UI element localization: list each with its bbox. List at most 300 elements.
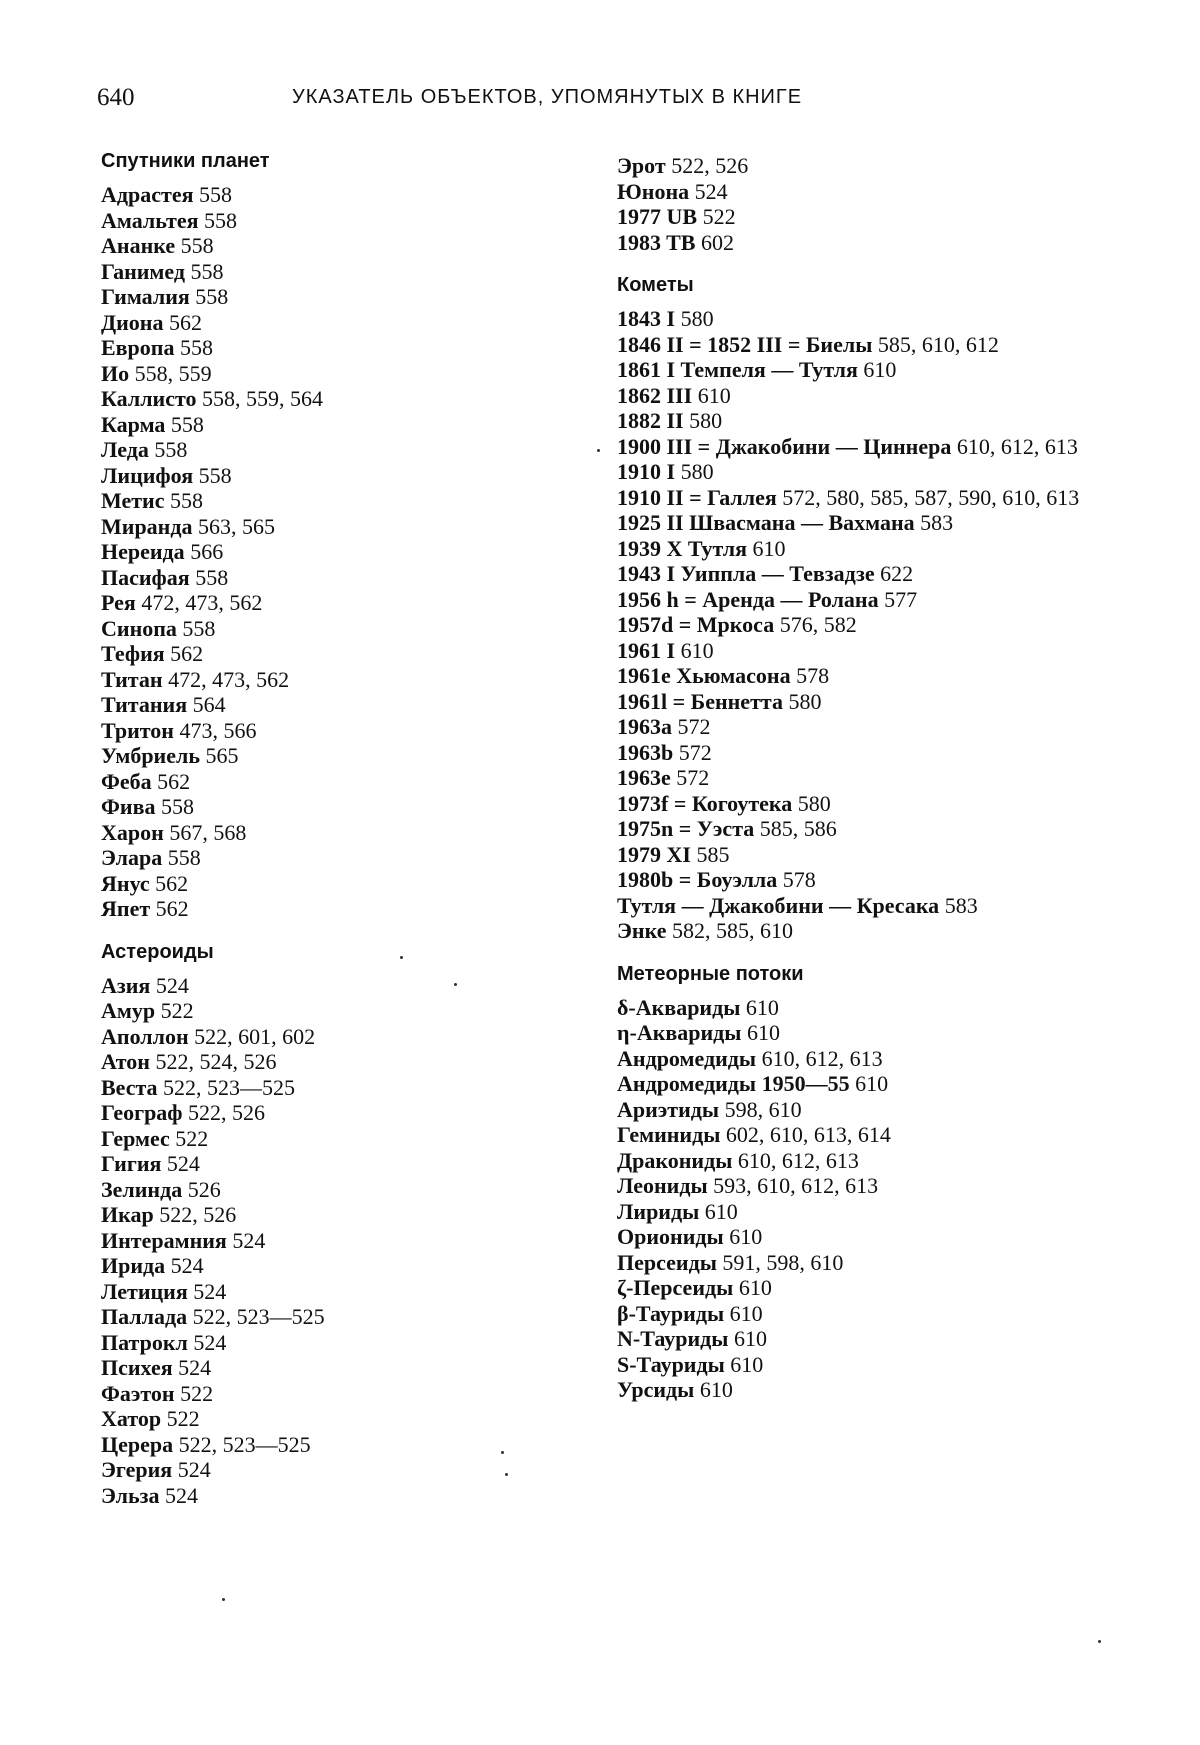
- entry-pages: 562: [169, 309, 202, 335]
- index-entry: [617, 1224, 1117, 1250]
- entry-pages: 522: [160, 998, 194, 1023]
- entry-name: δ-Аквариды: [617, 994, 741, 1020]
- index-entry: [101, 667, 571, 693]
- entry-name: Ганимед: [101, 258, 186, 284]
- entry-name: 1975n = Уэста: [617, 816, 755, 841]
- index-entry: [617, 918, 1117, 944]
- entry-pages: 566: [190, 539, 224, 564]
- index-entry: [101, 1381, 571, 1407]
- entry-name: Персеиды: [617, 1249, 717, 1275]
- entry-pages: 610: [730, 1351, 764, 1377]
- entry-name: 1961 I: [617, 637, 676, 663]
- index-entry: [101, 1279, 571, 1305]
- entry-name: Тритон: [101, 717, 174, 743]
- entry-name: S-Тауриды: [617, 1351, 725, 1377]
- scan-speck: [501, 1451, 504, 1454]
- entry-name: Андромедиды 1950—55: [617, 1071, 850, 1096]
- entry-pages: 562: [170, 641, 204, 666]
- entry-pages: 610: [680, 637, 714, 663]
- entry-name: Карма: [101, 411, 166, 437]
- entry-pages: 610: [699, 1377, 733, 1402]
- entry-pages: 524: [170, 1253, 204, 1278]
- index-entry: [101, 335, 571, 361]
- entry-pages: 524: [178, 1355, 212, 1380]
- index-entry: [617, 153, 1117, 179]
- entry-pages: 522: [175, 1125, 209, 1151]
- entry-name: Европа: [101, 335, 175, 360]
- entry-pages: 610: [738, 1275, 772, 1300]
- entry-name: Фива: [101, 794, 156, 819]
- index-entry: [101, 845, 571, 871]
- entry-name: Ио: [101, 360, 130, 386]
- index-entry: [617, 714, 1117, 740]
- entry-pages: 558: [160, 794, 194, 819]
- index-entry: [101, 896, 571, 922]
- index-entry: [101, 463, 571, 489]
- index-entry: [101, 514, 571, 540]
- index-entry: [101, 1457, 571, 1483]
- index-entry: [101, 1202, 571, 1228]
- entry-name: ζ-Персеиды: [617, 1275, 734, 1300]
- entry-name: 1963a: [617, 714, 672, 739]
- entry-name: Энке: [617, 918, 667, 943]
- index-entry: [101, 565, 571, 591]
- entry-pages: 524: [193, 1278, 227, 1304]
- entry-pages: 524: [232, 1227, 266, 1253]
- entry-pages: 558: [179, 335, 213, 360]
- index-entry: [617, 867, 1117, 893]
- index-entry: [101, 718, 571, 744]
- entry-name: Рея: [101, 590, 136, 615]
- entry-pages: 522, 524, 526: [155, 1049, 277, 1074]
- entry-name: 1963b: [617, 739, 674, 765]
- entry-pages: 558: [180, 233, 214, 258]
- index-entry: [617, 689, 1117, 715]
- entry-pages: 610, 612, 613: [761, 1045, 883, 1071]
- index-entry: [617, 204, 1117, 230]
- entry-pages: 572, 580, 585, 587, 590, 610, 613: [782, 484, 1080, 510]
- entry-pages: 524: [166, 1151, 200, 1176]
- entry-pages: 558: [199, 182, 232, 207]
- index-entry: [617, 638, 1117, 664]
- index-entry: [101, 794, 571, 820]
- entry-pages: 610, 612, 613: [956, 433, 1078, 459]
- entry-pages: 522, 526: [671, 153, 749, 178]
- entry-pages: 522, 523—525: [178, 1431, 311, 1457]
- entry-name: Лириды: [617, 1198, 700, 1224]
- entry-name: 1939 X Тутля: [617, 535, 747, 561]
- index-entry: [101, 616, 571, 642]
- index-entry: [617, 1250, 1117, 1276]
- entry-name: Патрокл: [101, 1329, 188, 1355]
- index-entry: [101, 539, 571, 565]
- entry-name: Эрот: [617, 153, 666, 178]
- running-title: УКАЗАТЕЛЬ ОБЪЕКТОВ, УПОМЯНУТЫХ В КНИГЕ: [292, 86, 803, 108]
- index-entry: [617, 306, 1117, 332]
- entry-name: Леониды: [617, 1173, 708, 1198]
- entry-pages: 610: [704, 1198, 738, 1224]
- entry-pages: 610: [745, 994, 779, 1020]
- entry-name: Нереида: [101, 539, 185, 564]
- index-entry: [617, 1122, 1117, 1148]
- entry-name: Фаэтон: [101, 1380, 175, 1406]
- page-number: 640: [97, 84, 135, 111]
- entry-name: Метис: [101, 488, 165, 513]
- index-entry: [101, 182, 571, 208]
- entry-name: Веста: [101, 1074, 158, 1100]
- scan-speck: [222, 1598, 225, 1601]
- entry-name: 1861 I Темпеля — Тутля: [617, 357, 858, 382]
- entry-pages: 610: [729, 1224, 763, 1249]
- entry-name: Гермес: [101, 1125, 170, 1151]
- entry-name: 1910 I: [617, 459, 676, 484]
- index-entry: [101, 871, 571, 897]
- entry-pages: 562: [155, 896, 189, 921]
- index-entry: [101, 973, 571, 999]
- index-entry: [101, 1304, 571, 1330]
- entry-pages: 610, 612, 613: [737, 1147, 859, 1173]
- index-entry: [101, 820, 571, 846]
- index-entry: [617, 1148, 1117, 1174]
- index-entry: [617, 536, 1117, 562]
- index-entry: [101, 1330, 571, 1356]
- entry-pages: 580: [689, 408, 723, 433]
- index-entry: [101, 1355, 571, 1381]
- index-entry: [101, 692, 571, 718]
- entry-name: Юнона: [617, 178, 690, 204]
- entry-name: Андромедиды: [617, 1045, 757, 1071]
- entry-pages: 524: [694, 178, 728, 204]
- entry-pages: 580: [680, 459, 714, 484]
- entry-pages: 522, 526: [188, 1100, 266, 1125]
- index-entry: [101, 1253, 571, 1279]
- index-entry: [101, 1126, 571, 1152]
- entry-name: 1862 III: [617, 382, 693, 408]
- index-entry: [617, 561, 1117, 587]
- entry-name: Янус: [101, 870, 150, 896]
- index-entry: [617, 995, 1117, 1021]
- entry-name: 1963e: [617, 765, 671, 790]
- entry-pages: 558: [167, 845, 201, 870]
- index-entry: [617, 1352, 1117, 1378]
- entry-pages: 558: [198, 462, 232, 488]
- entry-pages: 565: [205, 743, 239, 768]
- entry-pages: 558: [170, 411, 204, 437]
- scan-speck: [1098, 1640, 1101, 1643]
- entry-pages: 583: [920, 510, 954, 535]
- entry-list: [617, 153, 1117, 255]
- entry-pages: 578: [782, 867, 816, 892]
- entry-pages: 522, 523—525: [192, 1304, 325, 1329]
- index-entry: [101, 488, 571, 514]
- index-entry: [101, 998, 571, 1024]
- entry-pages: 524: [177, 1457, 211, 1482]
- entry-name: Географ: [101, 1100, 183, 1125]
- entry-list: [101, 182, 571, 922]
- entry-pages: 472, 473, 562: [141, 590, 263, 615]
- entry-name: Дракониды: [617, 1147, 733, 1173]
- entry-name: Гималия: [101, 284, 190, 309]
- entry-pages: 562: [155, 870, 189, 896]
- entry-name: 1979 XI: [617, 841, 691, 867]
- entry-name: Тутля — Джакобини — Кресака: [617, 892, 940, 918]
- entry-list: [617, 995, 1117, 1403]
- entry-name: Икар: [101, 1202, 154, 1227]
- entry-pages: 558: [195, 284, 229, 309]
- entry-name: 1977 UB: [617, 204, 698, 229]
- scan-speck: [400, 956, 403, 959]
- index-entry: [617, 1199, 1117, 1225]
- entry-pages: 564: [192, 692, 226, 717]
- index-entry: [617, 1046, 1117, 1072]
- index-entry: [617, 434, 1117, 460]
- entry-name: Титан: [101, 666, 163, 692]
- index-entry: [617, 510, 1117, 536]
- entry-name: Амальтея: [101, 207, 199, 233]
- entry-pages: 610: [729, 1300, 763, 1326]
- page-header: [97, 84, 1107, 114]
- entry-name: 1957d = Мркоса: [617, 612, 775, 637]
- index-entry: [617, 357, 1117, 383]
- entry-pages: 610: [697, 382, 731, 408]
- index-entry: [101, 1049, 571, 1075]
- right-column: [617, 153, 1117, 1422]
- entry-list: [617, 306, 1117, 944]
- entry-pages: 610: [733, 1326, 767, 1351]
- entry-pages: 598, 610: [724, 1096, 802, 1122]
- entry-name: Эгерия: [101, 1457, 173, 1482]
- entry-name: 1961l = Беннетта: [617, 688, 783, 714]
- entry-name: Гигия: [101, 1151, 162, 1176]
- index-entry: [101, 437, 571, 463]
- entry-name: Интерамния: [101, 1227, 227, 1253]
- entry-name: Каллисто: [101, 386, 197, 411]
- section-title: Астероиды: [101, 940, 214, 963]
- entry-name: Синопа: [101, 615, 177, 641]
- entry-pages: 522: [180, 1380, 214, 1406]
- entry-name: Титания: [101, 692, 188, 717]
- index-entry: [617, 1275, 1117, 1301]
- section-title: Метеорные потоки: [617, 962, 804, 985]
- index-entry: [101, 1100, 571, 1126]
- index-entry: [617, 1301, 1117, 1327]
- entry-name: Хатор: [101, 1406, 162, 1431]
- entry-pages: 576, 582: [779, 612, 857, 637]
- entry-pages: 522, 523—525: [163, 1074, 296, 1100]
- index-entry: [617, 893, 1117, 919]
- entry-name: Урсиды: [617, 1377, 695, 1402]
- entry-pages: 593, 610, 612, 613: [713, 1173, 879, 1198]
- entry-pages: 602, 610, 613, 614: [725, 1122, 891, 1147]
- index-entry: [101, 284, 571, 310]
- entry-pages: 577: [884, 586, 918, 612]
- entry-pages: 558: [170, 488, 203, 513]
- entry-pages: 572: [677, 714, 711, 739]
- entry-name: η-Аквариды: [617, 1020, 742, 1045]
- entry-name: Леда: [101, 437, 149, 462]
- entry-name: Ананке: [101, 233, 176, 258]
- entry-name: 1980b = Боуэлла: [617, 867, 778, 892]
- entry-name: 1882 II: [617, 408, 684, 433]
- index-entry: [617, 612, 1117, 638]
- entry-pages: 524: [164, 1482, 198, 1508]
- index-entry: [101, 1177, 571, 1203]
- entry-name: Элара: [101, 845, 163, 870]
- entry-pages: 472, 473, 562: [168, 666, 290, 692]
- entry-name: N-Тауриды: [617, 1326, 729, 1351]
- index-entry: [617, 587, 1117, 613]
- entry-name: Тефия: [101, 641, 165, 666]
- entry-name: 1956 h = Аренда — Ролана: [617, 586, 879, 612]
- entry-pages: 558, 559, 564: [202, 386, 323, 411]
- entry-pages: 524: [193, 1329, 227, 1355]
- entry-name: Геминиды: [617, 1122, 721, 1147]
- index-entry: [617, 1173, 1117, 1199]
- index-entry: [101, 233, 571, 259]
- entry-pages: 572: [676, 765, 710, 790]
- index-entry: [617, 816, 1117, 842]
- index-entry: [101, 1151, 571, 1177]
- scan-speck: [505, 1473, 508, 1476]
- index-entry: [101, 590, 571, 616]
- entry-name: 1900 III = Джакобини — Циннера: [617, 433, 952, 459]
- entry-pages: 522, 601, 602: [194, 1023, 316, 1049]
- entry-pages: 580: [680, 306, 714, 331]
- index-entry: [101, 1483, 571, 1509]
- index-entry: [617, 383, 1117, 409]
- index-entry: [101, 361, 571, 387]
- index-entry: [101, 641, 571, 667]
- index-entry: [617, 1097, 1117, 1123]
- scan-speck: [454, 983, 457, 986]
- index-entry: [617, 230, 1117, 256]
- index-entry: [617, 765, 1117, 791]
- index-section: [617, 274, 1117, 944]
- entry-name: Атон: [101, 1049, 150, 1074]
- entry-pages: 580: [788, 688, 822, 714]
- entry-pages: 522: [702, 204, 736, 229]
- entry-pages: 567, 568: [169, 819, 247, 845]
- index-entry: [617, 1020, 1117, 1046]
- entry-name: Пасифая: [101, 564, 190, 590]
- entry-pages: 610: [746, 1020, 780, 1045]
- entry-name: 1846 II = 1852 III = Биелы: [617, 331, 873, 357]
- index-entry: [617, 1326, 1117, 1352]
- index-section: [101, 941, 571, 1509]
- entry-name: Миранда: [101, 513, 193, 539]
- entry-name: Ориониды: [617, 1224, 724, 1249]
- entry-pages: 558: [182, 615, 216, 641]
- index-section: [101, 150, 571, 922]
- entry-name: Лицифоя: [101, 462, 194, 488]
- entry-name: β-Тауриды: [617, 1300, 725, 1326]
- entry-pages: 522: [166, 1406, 200, 1431]
- index-entry: [101, 1228, 571, 1254]
- index-entry: [101, 1406, 571, 1432]
- entry-name: 1943 I Уиппла — Тевзадзе: [617, 561, 875, 586]
- entry-name: Зелинда: [101, 1176, 183, 1202]
- entry-pages: 583: [944, 892, 978, 918]
- entry-list: [101, 973, 571, 1509]
- entry-pages: 585, 610, 612: [877, 331, 999, 357]
- index-section: [617, 963, 1117, 1403]
- index-entry: [617, 663, 1117, 689]
- entry-name: Япет: [101, 896, 151, 921]
- entry-pages: 572: [678, 739, 712, 765]
- index-entry: [101, 412, 571, 438]
- index-entry: [101, 310, 571, 336]
- left-column: [101, 150, 571, 1527]
- index-entry: [101, 1075, 571, 1101]
- entry-pages: 562: [157, 768, 191, 794]
- index-entry: [617, 332, 1117, 358]
- entry-name: Летиция: [101, 1278, 188, 1304]
- index-entry: [617, 459, 1117, 485]
- entry-pages: 558: [190, 258, 224, 284]
- entry-pages: 563, 565: [197, 513, 275, 539]
- index-entry: [617, 791, 1117, 817]
- section-title: Кометы: [617, 274, 694, 296]
- entry-name: Ариэтиды: [617, 1096, 720, 1122]
- entry-pages: 591, 598, 610: [722, 1249, 844, 1275]
- index-entry: [617, 1377, 1117, 1403]
- entry-pages: 524: [155, 972, 189, 998]
- entry-pages: 602: [700, 229, 734, 255]
- index-entry: [617, 408, 1117, 434]
- entry-name: 1961e Хьюмасона: [617, 663, 791, 688]
- section-title: Спутники планет: [101, 150, 270, 172]
- index-entry: [617, 740, 1117, 766]
- entry-pages: 610: [863, 357, 897, 382]
- entry-pages: 580: [797, 790, 831, 816]
- index-entry: [617, 179, 1117, 205]
- entry-name: Азия: [101, 972, 151, 998]
- entry-name: Паллада: [101, 1304, 188, 1329]
- entry-pages: 526: [187, 1176, 221, 1202]
- entry-name: Ирида: [101, 1253, 166, 1278]
- entry-name: Психея: [101, 1355, 173, 1380]
- entry-pages: 610: [855, 1071, 889, 1096]
- entry-name: Умбриель: [101, 743, 200, 768]
- entry-name: Диона: [101, 309, 164, 335]
- index-section: [617, 153, 1117, 255]
- entry-name: Церера: [101, 1431, 174, 1457]
- entry-name: Эльза: [101, 1482, 160, 1508]
- index-entry: [617, 1071, 1117, 1097]
- entry-pages: 558, 559: [134, 360, 212, 386]
- entry-pages: 522, 526: [159, 1202, 237, 1227]
- index-entry: [617, 842, 1117, 868]
- entry-pages: 622: [880, 561, 914, 586]
- index-entry: [101, 259, 571, 285]
- entry-pages: 582, 585, 610: [672, 918, 793, 943]
- entry-name: Адрастея: [101, 182, 194, 207]
- entry-pages: 558: [195, 564, 229, 590]
- entry-pages: 610: [752, 535, 786, 561]
- index-entry: [617, 485, 1117, 511]
- entry-name: 1925 II Швасмана — Вахмана: [617, 510, 915, 535]
- entry-name: 1843 I: [617, 306, 676, 331]
- entry-name: 1983 TB: [617, 229, 696, 255]
- entry-name: 1910 II = Галлея: [617, 484, 777, 510]
- entry-name: Харон: [101, 819, 164, 845]
- entry-pages: 585: [696, 841, 730, 867]
- entry-name: Амур: [101, 998, 156, 1023]
- index-entry: [101, 386, 571, 412]
- entry-pages: 578: [796, 663, 830, 688]
- entry-pages: 558: [154, 437, 188, 462]
- entry-pages: 473, 566: [179, 717, 257, 743]
